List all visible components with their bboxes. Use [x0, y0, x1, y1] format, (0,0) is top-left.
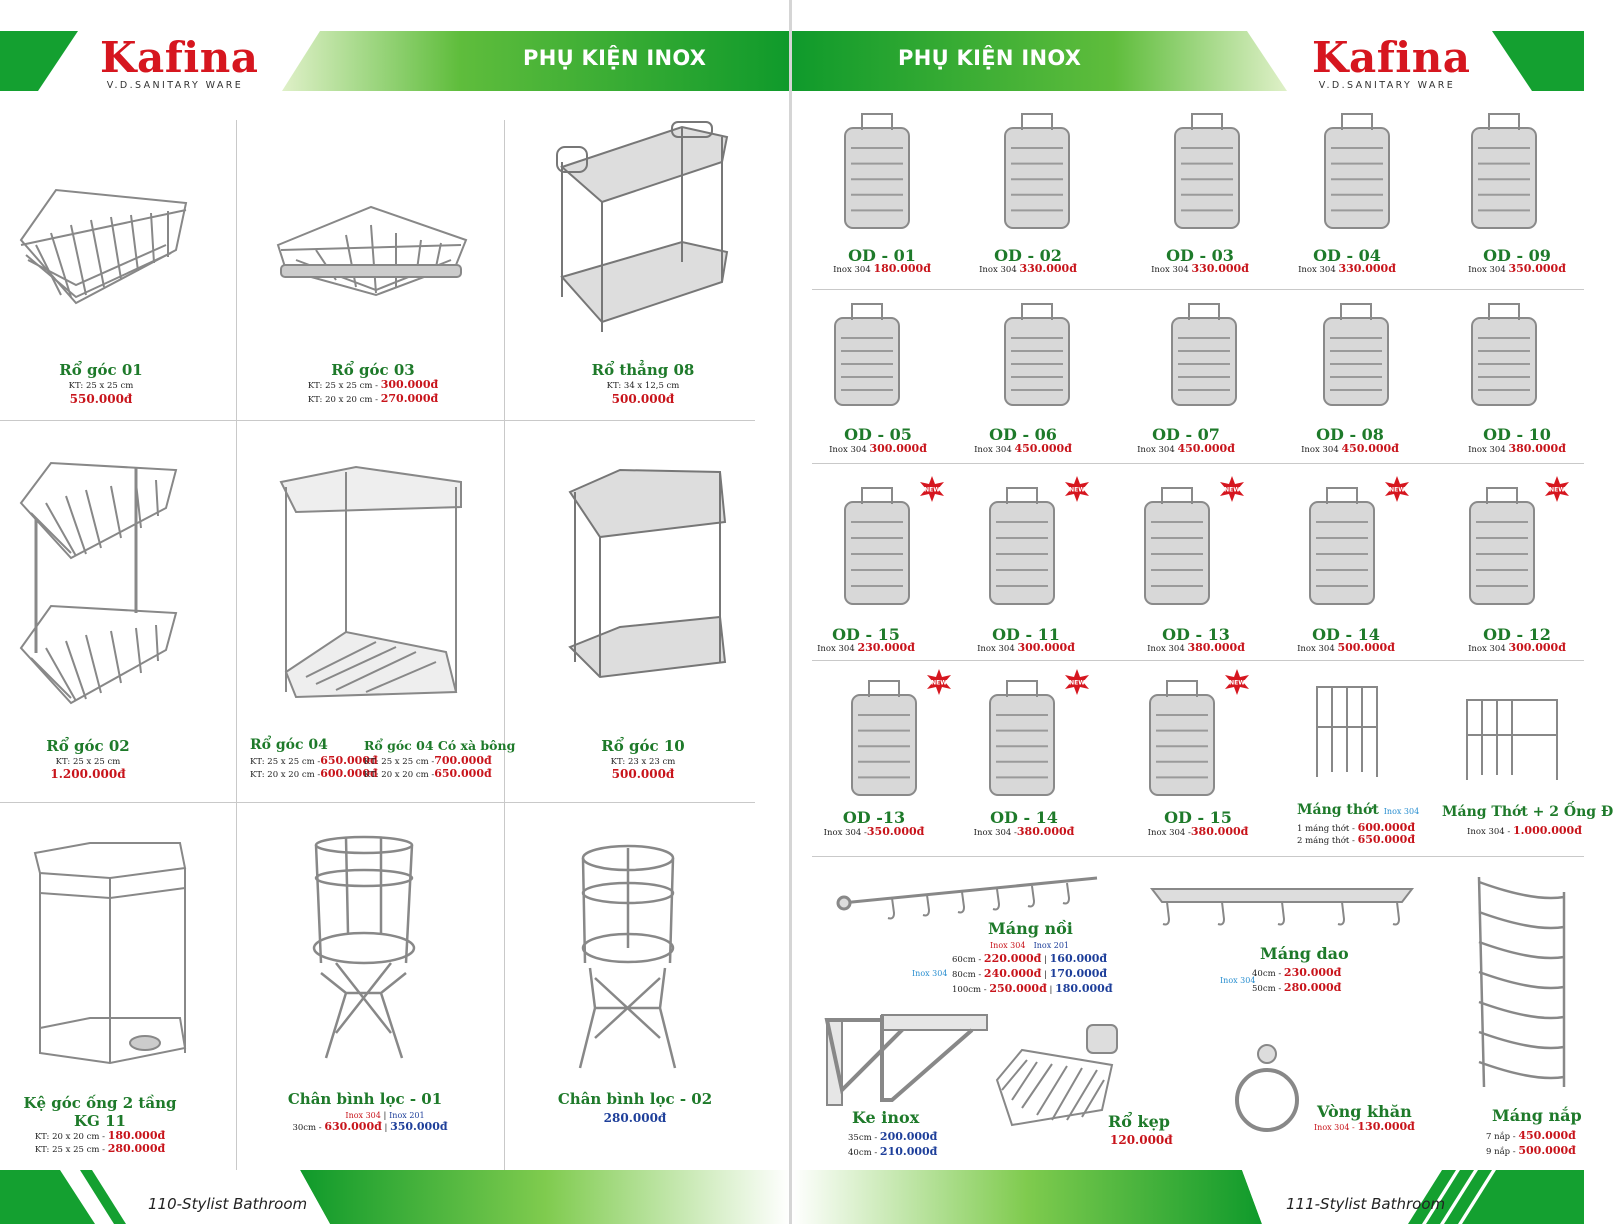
utensil-holder-image	[1302, 482, 1382, 612]
product-name: Rổ góc 10	[601, 737, 685, 755]
new-badge-icon	[1064, 476, 1090, 502]
price-304: 240.000đ	[983, 967, 1042, 980]
product-spec-row	[1486, 1130, 1576, 1143]
product-spec	[1126, 443, 1246, 456]
price-201: 160.000đ	[1049, 952, 1108, 965]
material: Inox 304	[1383, 807, 1420, 816]
product-name: OD - 04	[1313, 246, 1381, 265]
material: Inox 304 -	[1147, 828, 1191, 838]
product-name: Vòng khăn	[1317, 1102, 1412, 1121]
product-spec: 30cm - 630.000đ | 350.000đ	[292, 1120, 448, 1133]
product-price: 230.000đ	[1283, 966, 1342, 979]
product-name: Rổ thẳng 08	[591, 361, 695, 379]
spec-price: 650.000đ	[434, 767, 492, 780]
brand-subtitle: V.D.SANITARY WARE	[1318, 80, 1456, 91]
product-name: OD - 15	[832, 625, 900, 644]
material: Inox 304	[817, 644, 855, 654]
material: Inox 304	[1297, 644, 1335, 654]
product-name: Kệ góc ống 2 tầng	[23, 1094, 177, 1112]
product-spec-row	[1252, 982, 1341, 995]
material-201: Inox 201	[1033, 941, 1070, 950]
product-spec	[1457, 443, 1577, 456]
product-name: Rổ góc 03	[331, 361, 415, 379]
brand-name: Kafina	[1312, 33, 1471, 82]
product-spec	[1138, 826, 1258, 839]
material-304: Inox 304	[345, 1111, 381, 1120]
spec-size: KT: 25 x 25 cm -	[34, 1145, 106, 1155]
product-name: OD -13	[842, 808, 906, 827]
right-page	[792, 0, 1613, 1224]
product-price: 450.000đ	[1518, 1129, 1576, 1142]
spec-size: 50cm -	[1252, 984, 1282, 994]
brand-subtitle: V.D.SANITARY WARE	[106, 80, 244, 91]
product-price: 380.000đ	[1187, 641, 1245, 654]
material: Inox 304 -	[1314, 1123, 1355, 1132]
material-side	[912, 968, 947, 980]
product-spec: KT: 25 x 25 cm	[55, 757, 121, 767]
product-spec: KT: 34 x 12,5 cm	[606, 381, 680, 391]
product-spec-row: 100cm - 250.000đ | 180.000đ	[952, 982, 1113, 995]
spec-price: 700.000đ	[434, 754, 492, 767]
product-spec	[1297, 834, 1415, 847]
material: Inox 304	[974, 445, 1012, 455]
material: Inox 304 -	[1467, 827, 1511, 837]
knife-rail-image	[1147, 884, 1417, 940]
product-name: Rổ kẹp	[1108, 1112, 1170, 1131]
product-price: 120.000đ	[1110, 1133, 1173, 1147]
product-name: Máng Thớt + 2 Ống Đ	[1442, 804, 1613, 820]
material-header	[990, 940, 1069, 952]
product-spec	[806, 642, 926, 655]
spec-size: 40cm -	[848, 1148, 878, 1158]
spec-size: KT: 20 x 20 cm -	[250, 770, 321, 780]
new-badge-label: NEW	[924, 486, 940, 494]
new-badge-icon	[1384, 476, 1410, 502]
new-badge-label: NEW	[1069, 486, 1085, 494]
new-badge-label: NEW	[1224, 486, 1240, 494]
product-price: 500.000đ	[611, 392, 675, 406]
product-name: Ke inox	[852, 1108, 920, 1127]
spec-size: 7 nắp -	[1486, 1132, 1516, 1142]
new-badge-label: NEW	[1389, 486, 1405, 494]
product-name: OD - 10	[1483, 425, 1551, 444]
product-name: OD - 03	[1166, 246, 1234, 265]
brand-name: Kafina	[100, 33, 259, 82]
material: Inox 304	[1137, 445, 1175, 455]
product-name: Rổ góc 04	[250, 737, 328, 753]
utensil-holder-image	[844, 675, 924, 803]
straight-shelf-image	[552, 122, 732, 342]
material: Inox 304	[829, 445, 867, 455]
product-spec: KT: 25 x 25 cm	[68, 381, 134, 391]
spec-size: 30cm -	[292, 1123, 322, 1133]
product-name: OD - 14	[1312, 625, 1380, 644]
product-price: 230.000đ	[857, 641, 915, 654]
material: Inox 304	[1468, 644, 1506, 654]
brand-logo	[1312, 33, 1471, 91]
utensil-holder-image	[1164, 298, 1244, 413]
product-price: 450.000đ	[1014, 442, 1072, 455]
footer-band-left	[0, 1170, 790, 1216]
grid-line	[812, 856, 1584, 857]
new-badge-icon	[1219, 476, 1245, 502]
product-name: Máng nắp	[1492, 1106, 1582, 1125]
grid-line	[0, 802, 755, 803]
product-spec	[1457, 642, 1577, 655]
product-spec	[1287, 263, 1407, 276]
spec-size: KT: 20 x 20 cm -	[34, 1132, 106, 1142]
material: Inox 304 -	[823, 828, 867, 838]
product-spec-row: 60cm - 220.000đ | 160.000đ	[952, 952, 1108, 965]
product-price: 500.000đ	[611, 767, 675, 781]
product-price: 180.000đ	[873, 262, 931, 275]
product-name: Rổ góc 04 Có xà bông	[364, 738, 516, 753]
utensil-holder-image	[1167, 108, 1247, 236]
material: Inox 304	[1301, 445, 1339, 455]
spec-size: KT: 25 x 25 cm -	[307, 381, 379, 391]
product-name: OD - 07	[1152, 425, 1220, 444]
spec-size: KT: 20 x 20 cm -	[364, 770, 435, 780]
material: Inox 304	[1298, 265, 1336, 275]
new-badge-icon	[1064, 669, 1090, 695]
price-304: 250.000đ	[989, 982, 1047, 995]
product-price: 450.000đ	[1341, 442, 1399, 455]
material: Inox 304	[1151, 265, 1189, 275]
product-price: 380.000đ	[1190, 825, 1249, 838]
brand-logo	[100, 33, 259, 91]
page-title: PHỤ KIỆN INOX	[523, 46, 707, 70]
board-rack-image	[1457, 685, 1567, 785]
page-title: PHỤ KIỆN INOX	[898, 46, 1082, 70]
product-name: OD - 02	[994, 246, 1062, 265]
spec-price: 300.000đ	[380, 378, 439, 391]
product-name: Máng dao	[1260, 944, 1349, 963]
material: Inox 304	[833, 265, 871, 275]
spec-size: 40cm -	[1252, 969, 1282, 979]
spec-size: 1 máng thớt -	[1297, 824, 1355, 834]
product-price: 380.000đ	[1016, 825, 1075, 838]
product-price: 300.000đ	[1017, 641, 1075, 654]
utensil-holder-image	[997, 298, 1077, 413]
product-spec	[1136, 642, 1256, 655]
product-price: 300.000đ	[1508, 641, 1566, 654]
grid-line	[812, 463, 1584, 464]
price-201: 350.000đ	[390, 1120, 448, 1133]
new-badge-label: NEW	[1229, 679, 1245, 687]
spec-size: 2 máng thớt -	[1297, 836, 1355, 846]
product-name: OD - 08	[1316, 425, 1384, 444]
product-name: Rổ góc 01	[59, 361, 143, 379]
product-price: 200.000đ	[879, 1130, 938, 1143]
material: Inox 304 -	[973, 828, 1017, 838]
product-price: 330.000đ	[1019, 262, 1077, 275]
product-price: 1.200.000đ	[50, 767, 126, 781]
material-side	[1220, 975, 1255, 987]
price-201: 170.000đ	[1049, 967, 1108, 980]
grid-line	[236, 120, 237, 1170]
spec-size: 35cm -	[848, 1133, 878, 1143]
product-name: OD - 05	[844, 425, 912, 444]
product-spec	[964, 826, 1084, 839]
board-rack-image	[1307, 672, 1387, 782]
product-name: Rổ góc 02	[46, 737, 130, 755]
material: Inox 304	[1147, 644, 1185, 654]
material-201: Inox 201	[389, 1111, 425, 1120]
utensil-holder-image	[837, 482, 917, 612]
product-spec-row	[1252, 967, 1341, 980]
product-spec	[966, 642, 1086, 655]
spec-price: 650.000đ	[1357, 833, 1416, 846]
material-304: Inox 304	[912, 969, 948, 978]
spec-size: KT: 20 x 20 cm -	[307, 395, 379, 405]
product-spec-row	[848, 1131, 937, 1144]
product-price: 500.000đ	[1337, 641, 1395, 654]
product-spec-row	[1486, 1145, 1576, 1158]
utensil-holder-image	[1317, 108, 1397, 236]
material-header: Inox 304 | Inox 201	[345, 1111, 425, 1121]
price-201: 180.000đ	[1055, 982, 1113, 995]
product-price: 280.000đ	[1283, 981, 1342, 994]
lid-rack-image	[1474, 872, 1574, 1094]
product-price: 300.000đ	[869, 442, 927, 455]
spec-price: 600.000đ	[1357, 821, 1416, 834]
product-name: OD - 11	[992, 625, 1060, 644]
product-spec	[364, 768, 492, 781]
product-name: Chân bình lọc - 02	[557, 1090, 713, 1108]
product-spec	[1286, 642, 1406, 655]
utensil-holder-image	[1137, 482, 1217, 612]
product-name: Chân bình lọc - 01	[287, 1090, 443, 1108]
product-name: OD - 01	[848, 246, 916, 265]
product-spec	[1290, 443, 1410, 456]
new-badge-label: NEW	[1549, 486, 1565, 494]
product-spec	[1467, 825, 1582, 838]
product-spec	[963, 443, 1083, 456]
product-spec: KT: 23 x 23 cm	[610, 757, 676, 767]
material: Inox 304	[1468, 265, 1506, 275]
spec-price: 180.000đ	[107, 1129, 166, 1142]
corner-basket-2tier-image	[16, 458, 182, 710]
spec-price: 600.000đ	[320, 767, 378, 780]
grid-line	[0, 420, 755, 421]
page-footer: 110-Stylist Bathroom	[148, 1195, 308, 1213]
product-price: 330.000đ	[1191, 262, 1249, 275]
bracket-image	[822, 1010, 992, 1110]
footer-band-right	[792, 1170, 1584, 1216]
material: Inox 304	[1468, 445, 1506, 455]
utensil-holder-image	[1462, 482, 1542, 612]
product-spec	[1457, 263, 1577, 276]
product-spec	[0, 1130, 200, 1143]
new-badge-label: NEW	[1069, 679, 1085, 687]
spec-size: 9 nắp -	[1486, 1147, 1516, 1157]
product-spec	[270, 393, 476, 406]
corner-basket-image	[16, 185, 192, 313]
product-code: KG 11	[74, 1112, 126, 1130]
spec-size: KT: 25 x 25 cm -	[364, 757, 435, 767]
mang-thot-label: Máng thớt	[1297, 802, 1379, 818]
product-price: 280.000đ	[603, 1111, 667, 1125]
utensil-holder-image	[1316, 298, 1396, 413]
spec-size: 60cm -	[952, 955, 982, 965]
grid-line	[504, 120, 505, 1170]
utensil-holder-image	[1464, 298, 1544, 413]
product-name: OD - 15	[1164, 808, 1232, 827]
corner-rack-image	[30, 838, 190, 1068]
product-spec	[0, 1143, 200, 1156]
spec-price: 650.000đ	[320, 754, 378, 767]
material-304: Inox 304	[1220, 976, 1256, 985]
product-spec	[1140, 263, 1260, 276]
product-price: 210.000đ	[879, 1145, 938, 1158]
corner-basket-image	[276, 205, 468, 300]
spec-size: 80cm -	[952, 970, 982, 980]
product-name: OD - 09	[1483, 246, 1551, 265]
utensil-holder-image	[1142, 675, 1222, 803]
new-badge-icon	[919, 476, 945, 502]
utensil-holder-image	[982, 482, 1062, 612]
utensil-holder-image	[1464, 108, 1544, 236]
product-price: 450.000đ	[1177, 442, 1235, 455]
material-304: Inox 304	[990, 941, 1026, 950]
new-badge-icon	[926, 669, 952, 695]
page-footer: 111-Stylist Bathroom	[1286, 1195, 1446, 1213]
corner-shelf-image	[560, 462, 730, 700]
new-badge-icon	[1544, 476, 1570, 502]
product-price: 550.000đ	[69, 392, 133, 406]
product-price: 1.000.000đ	[1512, 824, 1582, 837]
product-spec	[818, 443, 938, 456]
grid-line	[812, 289, 1584, 290]
price-304: 630.000đ	[324, 1120, 382, 1133]
product-spec	[250, 768, 378, 781]
product-price: 350.000đ	[1508, 262, 1566, 275]
new-badge-icon	[1224, 669, 1250, 695]
price-304: 220.000đ	[983, 952, 1042, 965]
product-price: 500.000đ	[1518, 1144, 1576, 1157]
utensil-holder-image	[982, 675, 1062, 803]
filter-stand-image	[570, 838, 686, 1076]
spec-price: 270.000đ	[380, 392, 439, 405]
product-name: OD - 06	[989, 425, 1057, 444]
utensil-holder-image	[837, 108, 917, 236]
product-name: Máng nồi	[988, 919, 1073, 938]
towel-ring-image	[1232, 1040, 1302, 1138]
product-price: 130.000đ	[1357, 1120, 1415, 1133]
product-spec	[822, 263, 942, 276]
product-spec-row	[848, 1146, 937, 1159]
spec-size: KT: 25 x 25 cm -	[250, 757, 321, 767]
product-name: OD - 13	[1162, 625, 1230, 644]
product-spec	[968, 263, 1088, 276]
material: Inox 304	[979, 265, 1017, 275]
product-price: 350.000đ	[866, 825, 925, 838]
product-name: OD - 12	[1483, 625, 1551, 644]
spec-price: 280.000đ	[107, 1142, 166, 1155]
product-spec	[1314, 1121, 1415, 1134]
new-badge-label: NEW	[931, 679, 947, 687]
product-price: 330.000đ	[1338, 262, 1396, 275]
utensil-holder-image	[997, 108, 1077, 236]
product-name	[1297, 802, 1419, 818]
left-page	[0, 0, 790, 1224]
product-spec	[814, 826, 934, 839]
filter-stand-image	[306, 833, 422, 1073]
utensil-holder-image	[827, 298, 907, 413]
material: Inox 304	[977, 644, 1015, 654]
product-price: 380.000đ	[1508, 442, 1566, 455]
corner-shelf-image	[276, 462, 468, 710]
product-spec-row: 80cm - 240.000đ | 170.000đ	[952, 967, 1108, 980]
product-name: OD - 14	[990, 808, 1058, 827]
grid-line	[812, 660, 1584, 661]
spec-size: 100cm -	[952, 985, 987, 995]
product-spec	[270, 379, 476, 392]
